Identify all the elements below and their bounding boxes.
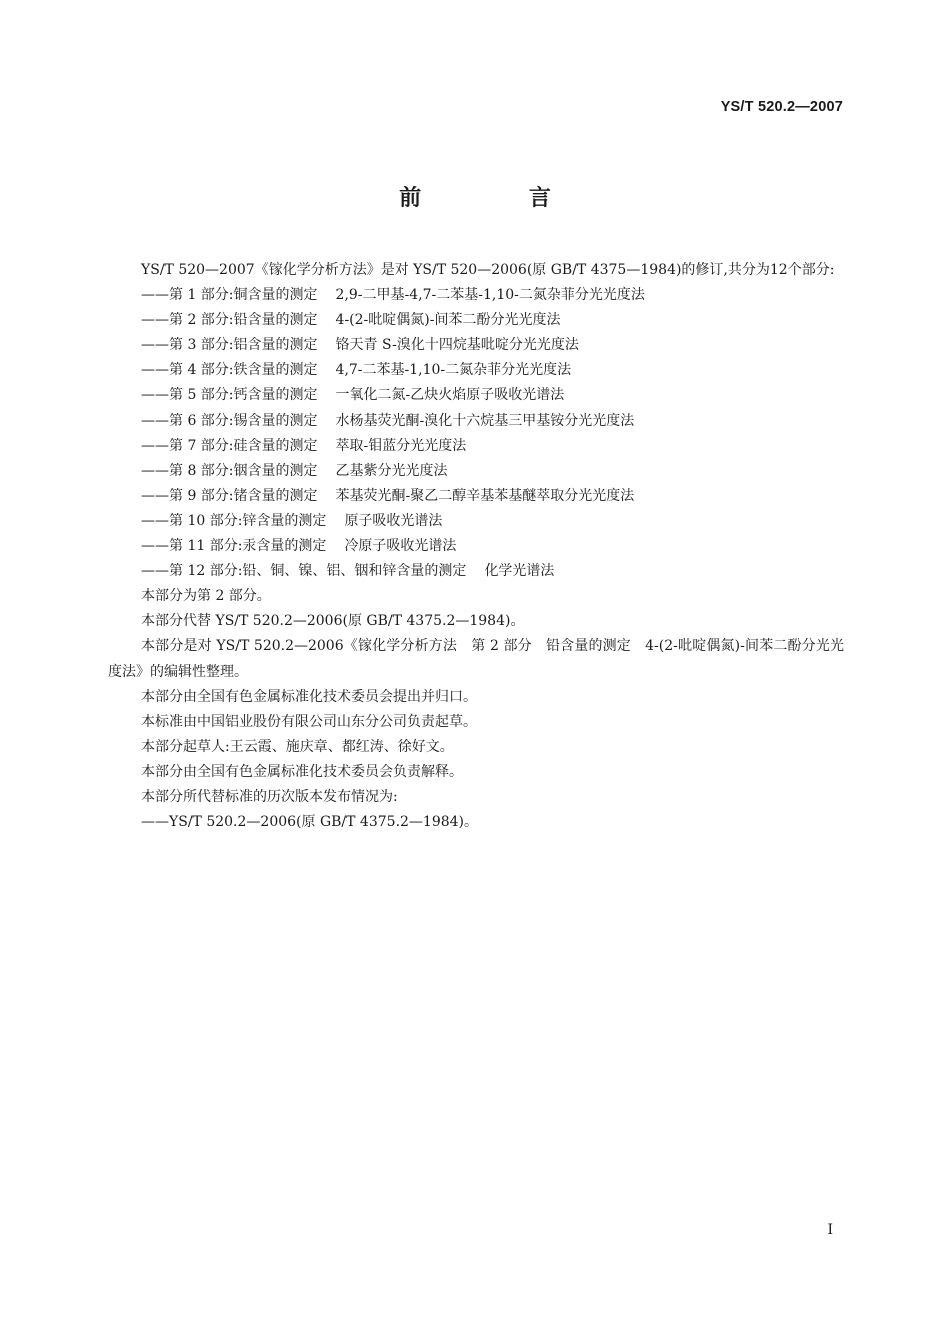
part-label: ——第 7 部分:硅含量的测定 — [141, 437, 318, 454]
part-label: ——第 1 部分:铜含量的测定 — [141, 287, 318, 304]
part-label: ——第 2 部分:铅含量的测定 — [141, 312, 318, 329]
part-list-item-4 — [108, 358, 844, 383]
page-number: I — [827, 1222, 833, 1238]
part-label: ——第 6 部分:锡含量的测定 — [141, 412, 318, 429]
part-label: ——第 10 部分:锌含量的测定 — [141, 512, 327, 529]
part-label: ——第 9 部分:锗含量的测定 — [141, 487, 318, 504]
drafted-by-statement: 本标准由中国铝业股份有限公司山东分公司负责起草。 — [141, 713, 477, 730]
part-list-item-5 — [108, 383, 844, 408]
part-method: 2,9-二甲基-4,7-二苯基-1,10-二氮杂菲分光光度法 — [335, 287, 645, 304]
part-list-item-3 — [108, 333, 844, 358]
part-method: 4,7-二苯基-1,10-二氮杂菲分光光度法 — [335, 362, 572, 379]
part-method: 水杨基荧光酮-溴化十六烷基三甲基铵分光光度法 — [335, 412, 635, 429]
part-label: ——第 3 部分:铝含量的测定 — [141, 337, 318, 354]
part-list-item-1 — [108, 283, 844, 308]
intro-paragraph: YS/T 520—2007《镓化学分析方法》是对 YS/T 520—2006(原 GB/T 4375—1984)的修订,共分为12个部分: — [141, 262, 835, 278]
this-part-statement: 本部分为第 2 部分。 — [141, 588, 271, 605]
part-list-item-7 — [108, 434, 844, 459]
editorial-statement: 本部分是对 YS/T 520.2—2006《镓化学分析方法 第 2 部分 铅含量的测定 4-(2-吡啶偶氮)-间苯二酚分光光度法》的编辑性整理。 — [108, 638, 844, 680]
part-method: 化学光谱法 — [484, 563, 555, 580]
part-method: 原子吸收光谱法 — [344, 512, 443, 529]
part-method: 冷原子吸收光谱法 — [344, 538, 457, 555]
page-title: 前 言 — [399, 186, 601, 211]
part-list-item-12 — [108, 559, 844, 584]
part-method: 乙基紫分光光度法 — [335, 462, 448, 479]
history-intro: 本部分所代替标准的历次版本发布情况为: — [141, 788, 398, 805]
standard-code: YS/T 520.2—2007 — [720, 99, 843, 115]
part-method: 一氧化二氮-乙炔火焰原子吸收光谱法 — [335, 387, 565, 404]
part-label: ——第 4 部分:铁含量的测定 — [141, 362, 318, 379]
part-label: ——第 8 部分:铟含量的测定 — [141, 462, 318, 479]
part-label: ——第 11 部分:汞含量的测定 — [141, 538, 327, 555]
part-list-item-9 — [108, 484, 844, 509]
part-label: ——第 12 部分:铅、铜、镍、铝、铟和锌含量的测定 — [141, 563, 467, 580]
part-method: 苯基荧光酮-聚乙二醇辛基苯基醚萃取分光光度法 — [335, 487, 635, 504]
part-method: 铬天青 S-溴化十四烷基吡啶分光光度法 — [335, 337, 579, 354]
interpreted-statement: 本部分由全国有色金属标准化技术委员会负责解释。 — [141, 763, 463, 780]
foreword-body — [108, 258, 844, 835]
part-method: 萃取-钼蓝分光光度法 — [335, 437, 467, 454]
part-list-item-10 — [108, 509, 844, 534]
replaces-statement: 本部分代替 YS/T 520.2—2006(原 GB/T 4375.2—1984)。 — [141, 613, 525, 630]
proposed-statement: 本部分由全国有色金属标准化技术委员会提出并归口。 — [141, 688, 477, 705]
history-item: ——YS/T 520.2—2006(原 GB/T 4375.2—1984)。 — [141, 814, 479, 831]
part-method: 4-(2-吡啶偶氮)-间苯二酚分光光度法 — [335, 312, 561, 329]
drafters-statement: 本部分起草人:王云霞、施庆章、都红涛、徐好文。 — [141, 738, 454, 755]
part-list-item-2 — [108, 308, 844, 333]
part-list-item-6 — [108, 409, 844, 434]
part-list-item-8 — [108, 459, 844, 484]
part-label: ——第 5 部分:钙含量的测定 — [141, 387, 318, 404]
part-list-item-11 — [108, 534, 844, 559]
